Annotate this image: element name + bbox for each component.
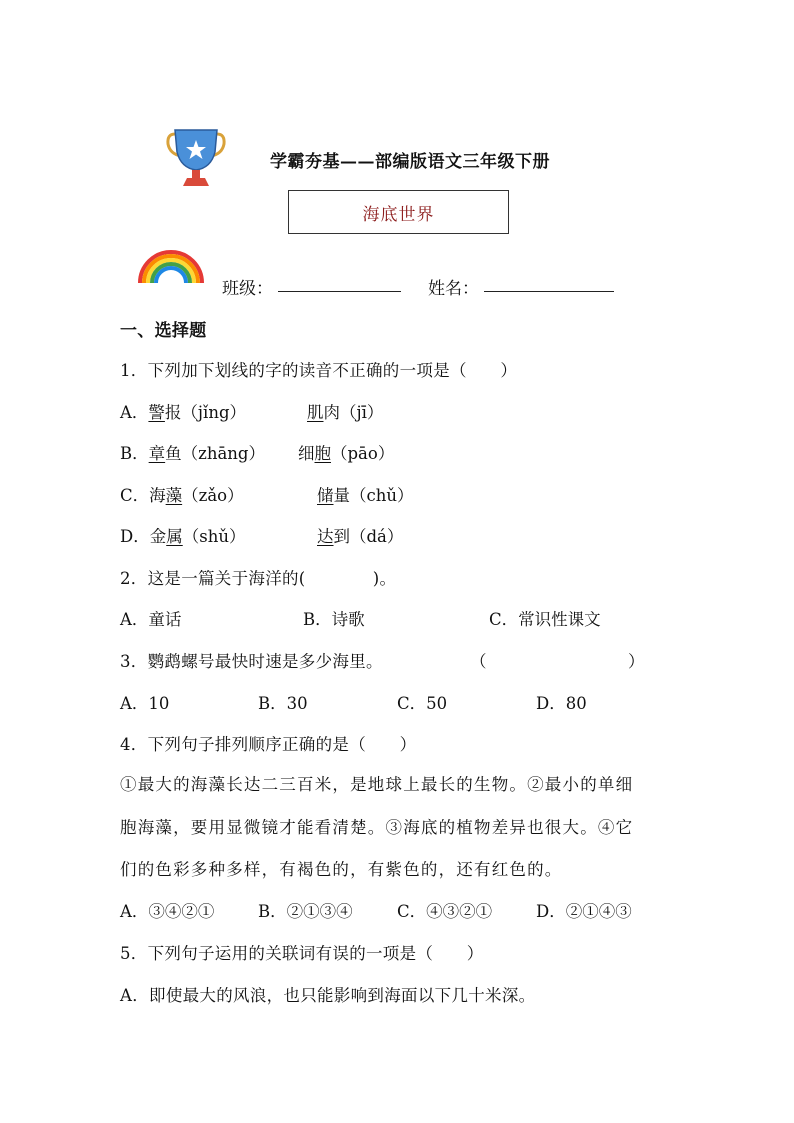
- q3-answer-paren-close: ）: [628, 652, 645, 671]
- lesson-title-box: [288, 190, 509, 234]
- section-title: 一、选择题: [120, 321, 207, 341]
- question-3-stem: 3．鹦鹉螺号最快时速是多少海里。: [120, 652, 383, 671]
- q4-passage-line-1: ①最大的海藻长达二三百米，是地球上最长的生物。②最小的单细: [120, 775, 634, 794]
- q4-option-d: D．②①④③: [536, 902, 632, 921]
- q3-option-d: D．80: [536, 694, 587, 713]
- q1-option-c-word2: 储量（chǔ）: [317, 486, 414, 505]
- q3-option-a: A．10: [120, 694, 170, 713]
- question-5-stem: 5．下列句子运用的关联词有误的一项是（ ）: [120, 944, 484, 963]
- lesson-title: 海底世界: [362, 204, 435, 225]
- q3-option-c: C．50: [397, 694, 448, 713]
- q2-option-a: A．童话: [120, 610, 182, 629]
- q1-option-d-word2: 达到（dá）: [317, 527, 404, 546]
- q1-option-a: A．警报（jǐng）: [120, 403, 247, 422]
- q3-answer-paren-open: （: [470, 652, 487, 671]
- q1-option-c: C．海藻（zǎo）: [120, 486, 244, 505]
- q3-option-b: B．30: [258, 694, 308, 713]
- q2-option-c: C．常识性课文: [489, 610, 601, 629]
- trophy-icon: [165, 126, 227, 190]
- q4-passage-line-2: 胞海藻，要用显微镜才能看清楚。③海底的植物差异也很大。④它: [120, 818, 634, 837]
- q5-option-a: A．即使最大的风浪，也只能影响到海面以下几十米深。: [120, 986, 536, 1005]
- q2-option-b: B．诗歌: [303, 610, 365, 629]
- class-label: 班级：: [222, 279, 273, 299]
- question-1-stem: 1．下列加下划线的字的读音不正确的一项是（ ）: [120, 361, 518, 380]
- q4-passage-line-3: 们的色彩多种多样，有褐色的，有紫色的，还有红色的。: [120, 860, 563, 879]
- q4-option-a: A．③④②①: [120, 902, 215, 921]
- q1-option-a-word2: 肌肉（jī）: [307, 403, 384, 422]
- q4-option-c: C．④③②①: [397, 902, 493, 921]
- q1-option-b: B．章鱼（zhāng）: [120, 444, 265, 463]
- q4-option-b: B．②①③④: [258, 902, 353, 921]
- question-2-stem: 2．这是一篇关于海洋的( )。: [120, 569, 397, 588]
- q1-option-d: D．金属（shǔ）: [120, 527, 246, 546]
- q1-option-b-word2: 细胞（pāo）: [298, 444, 395, 463]
- rainbow-icon: [136, 247, 206, 285]
- class-field[interactable]: [278, 291, 401, 292]
- question-4-stem: 4．下列句子排列顺序正确的是（ ）: [120, 735, 417, 754]
- name-field[interactable]: [484, 291, 614, 292]
- document-title: 学霸夯基——部编版语文三年级下册: [270, 152, 550, 172]
- name-label: 姓名：: [428, 279, 479, 299]
